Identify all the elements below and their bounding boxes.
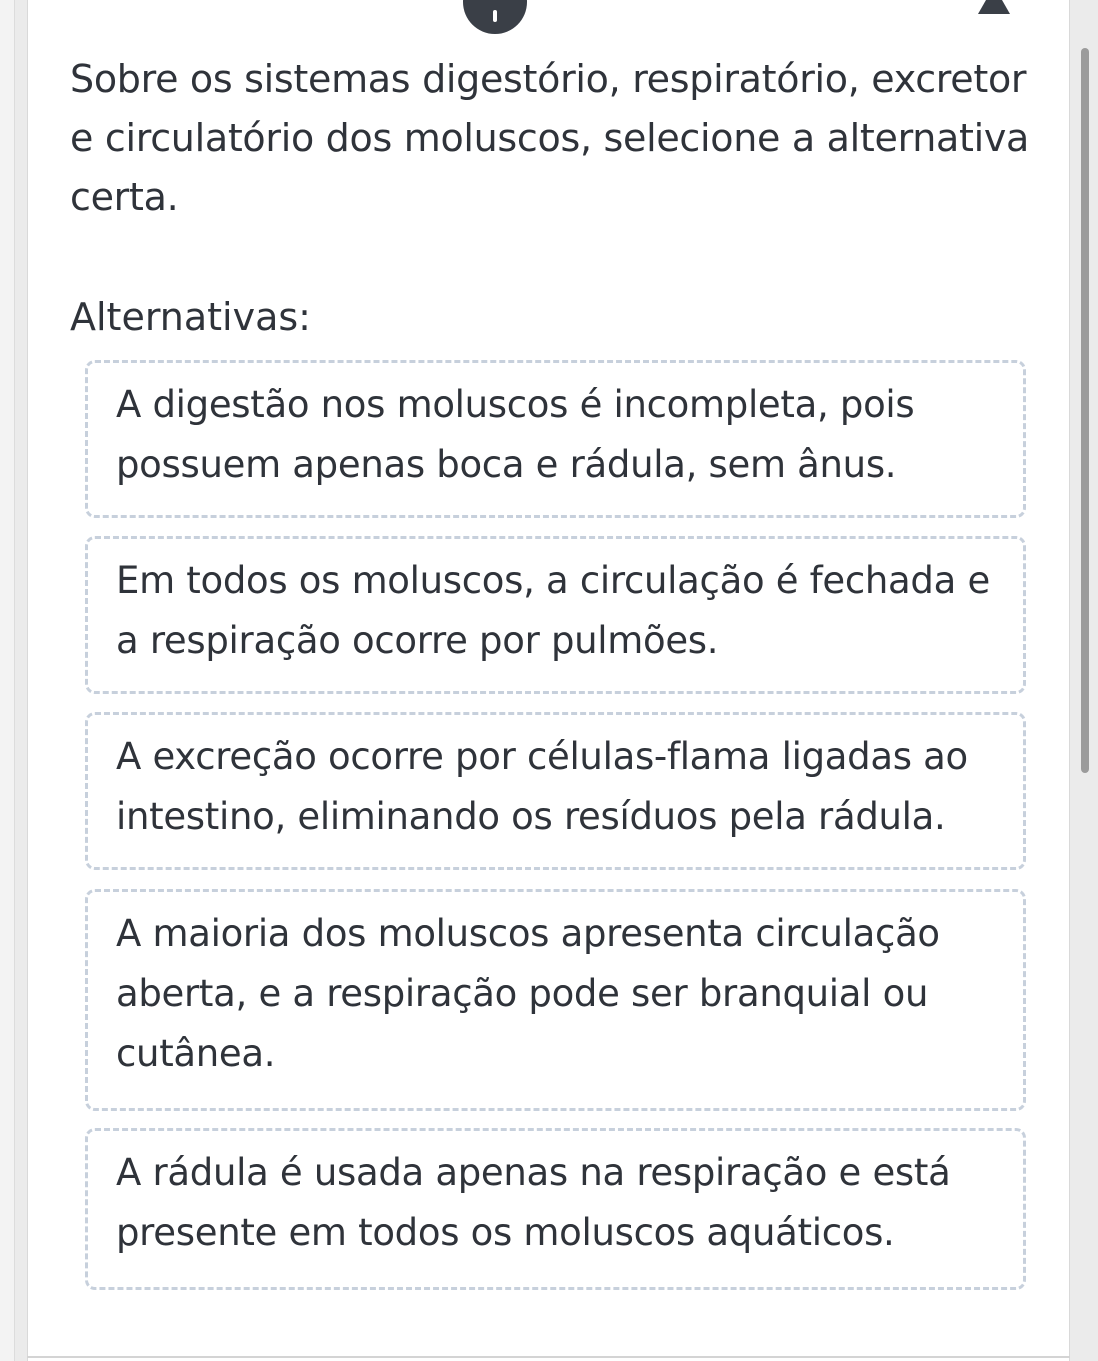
option-5[interactable]: A rádula é usada apenas na respiração e está presente em todos os moluscos aquáticos. [85,1128,1026,1290]
bottom-divider [27,1356,1070,1358]
option-1[interactable]: A digestão nos moluscos é incompleta, pois possuem apenas boca e rádula, sem ânus. [85,360,1026,518]
option-3[interactable]: A excreção ocorre por células-flama ligadas ao intestino, eliminando os resíduos pela rádula. [85,712,1026,870]
option-4[interactable]: A maioria dos moluscos apresenta circulação aberta, e a respiração pode ser branquial ou cutânea. [85,889,1026,1111]
alternatives-heading: Alternativas: [70,295,311,339]
warning-icon[interactable] [978,0,1010,14]
question-text: Sobre os sistemas digestório, respiratório, excretor e circulatório dos moluscos, selecione a alternativa certa. [70,57,1030,219]
option-2[interactable]: Em todos os moluscos, a circulação é fechada e a respiração ocorre por pulmões. [85,536,1026,694]
left-edge-panel [0,0,15,1361]
avatar-mark [493,10,497,22]
scrollbar-thumb[interactable] [1081,48,1089,773]
